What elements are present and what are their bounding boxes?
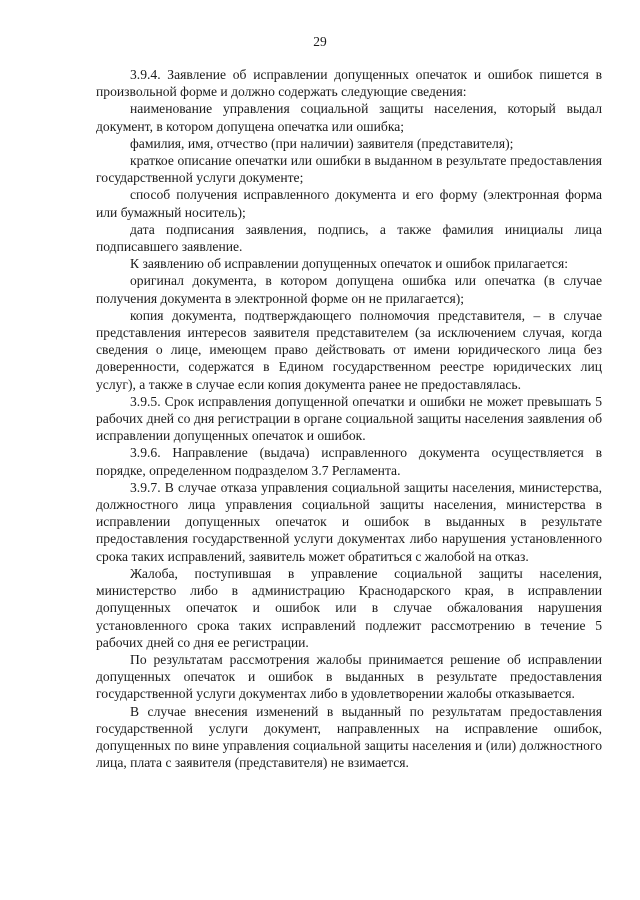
paragraph-item-applicant-name: фамилия, имя, отчество (при наличии) заявителя (представителя); (130, 135, 514, 151)
paragraph-complaint-decision: По результатам рассмотрения жалобы принимается решение об исправлении допущенных опечаток и ошибок в выданных в результате предоставления государственной услуги документах либо в удовлетворении жалобы отказывается. (96, 651, 602, 702)
document-body (96, 66, 602, 771)
paragraph-no-fee: В случае внесения изменений в выданный по результатам предоставления государственной услуги документ, направленных на исправление ошибок, допущенных по вине управления социальной защиты населения и (или) должностного лица, плата с заявителя (представителя) не взимается. (96, 703, 602, 771)
page-number: 29 (313, 34, 327, 49)
paragraph-item-authority-copy: копия документа, подтверждающего полномочия представителя, – в случае представления интересов заявителя представителем (за исключением случая, когда сведения о лице, имеющем право действовать от имени юридического лица без доверенности, содержатся в Едином государственном реестре юридических лиц услуг), а также в случае если копия документа ранее не предоставлялась. (96, 307, 602, 392)
paragraph-item-error-description: краткое описание опечатки или ошибки в выданном в результате предоставления государственной услуги документе; (96, 153, 602, 186)
paragraph-item-original-document: оригинал документа, в котором допущена ошибка или опечатка (в случае получения документа в электронной форме он не прилагается); (96, 273, 602, 306)
paragraph-3-9-6: 3.9.6. Направление (выдача) исправленного документа осуществляется в порядке, определенном подразделом 3.7 Регламента. (96, 445, 602, 478)
paragraph-3-9-7: 3.9.7. В случае отказа управления социальной защиты населения, министерства, должностного лица управления социальной защиты населения, министерства в исправлении допущенных опечаток и ошибок в выданных в результате предоставления государственной услуги документах либо нарушения установленного срока таких исправлений, заявитель может обратиться с жалобой на отказ. (96, 479, 602, 564)
paragraph-item-signature-date: дата подписания заявления, подпись, а также фамилия инициалы лица подписавшего заявление. (96, 221, 602, 255)
paragraph-item-receipt-method: способ получения исправленного документа и его форму (электронная форма или бумажный носитель); (96, 187, 602, 220)
paragraph-3-9-4: 3.9.4. Заявление об исправлении допущенных опечаток и ошибок пишется в произвольной форме и должно содержать следующие сведения: (96, 67, 602, 100)
paragraph-complaint-review: Жалоба, поступившая в управление социальной защиты населения, министерство либо в администрацию Краснодарского края, в исправлении допущенных опечаток и ошибок или в случае обжалования нарушения установленного срока таких исправлений подлежит рассмотрению в течение 5 рабочих дней со дня ее регистрации. (96, 565, 602, 650)
paragraph-item-department-name: наименование управления социальной защиты населения, который выдал документ, в котором допущена опечатка или ошибка; (96, 101, 602, 134)
paragraph-attachments-intro: К заявлению об исправлении допущенных опечаток и ошибок прилагается: (130, 256, 568, 272)
paragraph-3-9-5: 3.9.5. Срок исправления допущенной опечатки и ошибки не может превышать 5 рабочих дней со дня регистрации в органе социальной защиты населения заявления об исправлении допущенных опечаток и ошибок. (96, 393, 602, 444)
